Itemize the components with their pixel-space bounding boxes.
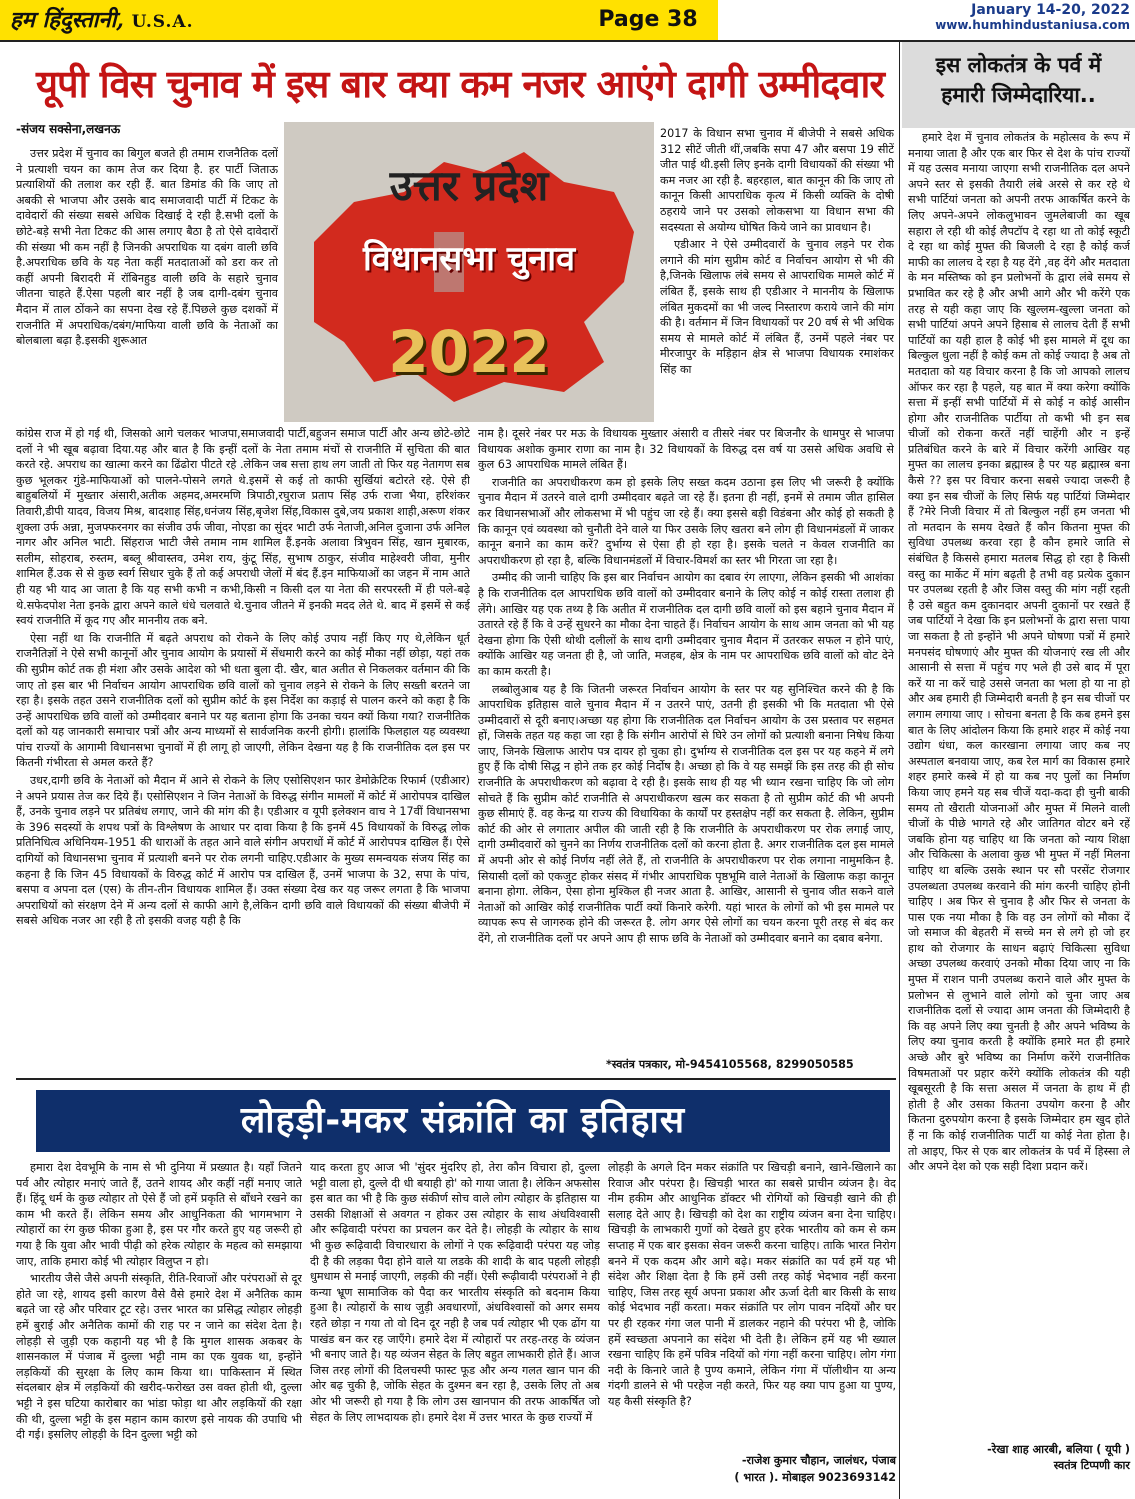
article2-signature <box>606 1452 896 1486</box>
article1-headline: यूपी विस चुनाव में इस बार क्या कम नजर आएंगे दागी उम्मीदवार <box>36 62 884 106</box>
article2-column-3 <box>608 1160 896 1450</box>
paragraph: कांग्रेस राज में हो गई थी, जिसको आगे चलकर भाजपा,समाजवादी पार्टी,बहुजन समाज पार्टी और अन्य छोटे-छोटे दलों ने भी खूब बढ़ावा दिया.यह और बात है कि इन्हीं दलों के नेता तमाम मंचों से राजनीति में सुचिता की बात करते रहे. अपराध का खात्मा करने का ढिंढोरा पीटते रहे .लेकिन जब सत्ता हाथ लग जाती तो फिर यह नेतागण सब कुछ भूलकर गुंडे-माफियाओं को पालने-पोसने लगते थे.इसमें से कई तो काफी सुर्खियां बटोरते रहे. ऐसे ही बाहुबलियों में मुख्तार अंसारी,अतीक अहमद,अमरमणि त्रिपाठी,रघुराज प्रताप सिंह उर्फ राजा भैया, हरिशंकर तिवारी,डीपी यादव, विजय मिश्र, बादशाह सिंह,धनंजय सिंह,बृजेश सिंह,विकास दुबे,जय प्रकाश शाही,अरूण शंकर शुक्ला उर्फ अन्ना, मुजफ्फरनगर का संजीव उर्फ जीवा, नोएडा का सुंदर भाटी उर्फ नेताजी,अनिल दुजाना उर्फ अनिल नागर और अनिल भाटी. सिंहराज भाटी जैसे तमाम नाम शामिल हैं.इनके अलावा त्रिभुवन सिंह, खान मुबारक, सलीम, सोहराब, रुस्तम, बब्लू श्रीवास्तव, उमेश राय, कुंटू सिंह, सुभाष ठाकुर, संजीव माहेश्वरी जीवा, मुनीर शामिल हैं.उक से से कुछ स्वर्ग सिधार चुके हैं तो कई अपराधी जेलों में बंद हैं.इन माफियाओं का जहन में नाम आते ही यह भी याद आ जाता है कि यह सभी कभी न कभी,किसी न किसी दल या नेता की सरपरस्ती में ही पले-बढ़े थे.सफेदपोश नेता इनके द्वारा अपने काले धंधे चलवाते थे.चुनाव जीतने में इनकी मदद लेते थे. बाद में इसमें से कई स्वयं राजनीति में कूद गए और माननीय तक बने. <box>16 427 470 628</box>
article2-contact: ( भारत ). मोबाइल 9023693142 <box>734 1471 896 1484</box>
paragraph: ऐसा नहीं था कि राजनीति में बढ़ते अपराध को रोकने के लिए कोई उपाय नहीं किए गए थे,लेकिन धूर्त राजनैतिज्ञों ने ऐसे सभी कानूनों और चुनाव आयोग के प्रयासों में सेंधमारी करने का कोई मौका नहीं छोड़ा, यहां तक की सुप्रीम कोर्ट तक ही मंशा और उसके आदेश को भी धता बुला दी. खैर, बात अतीत से निकलकर वर्तमान की कि जाए तो इस बार भी निर्वाचन आयोग आपराधिक छवि वालों को चुनाव लड़ने से रोकने के लिए सख्ती बरतने जा रहा है। इसके तहत उसने राजनीतिक दलों को सुप्रीम कोर्ट के इस निर्देश का कड़ाई से पालन करने को कहा है कि उन्हें आपराधिक छवि वालों को उम्मीदवार बनाने पर यह बताना होगा कि उनका चयन क्यों किया गया? राजनीतिक दलों को यह जानकारी समाचार पत्रों और अन्य माध्यमों से सार्वजनिक करनी होगी। हालांकि फिलहाल यह व्यवस्था पांच राज्यों के आगामी विधानसभा चुनावों में ही लागू हो जाएगी, लेकिन देखना यह है कि राजनीतिक दल इस पर कितनी गंभीरता से अमल करते हैं? <box>16 631 470 770</box>
sidebar-author-role: स्वतंत्र टिप्पणी कार <box>1053 1459 1130 1472</box>
poster-line2: विधानसभा चुनाव <box>363 239 575 279</box>
article1-byline: -संजय सक्सेना,लखनऊ <box>16 122 121 136</box>
sidebar-title-line1: इस लोकतंत्र के पर्व में <box>935 53 1102 77</box>
paragraph: उत्तर प्रदेश में चुनाव का बिगुल बजते ही तमाम राजनैतिक दलों ने प्रत्याशी चयन का काम तेज कर दिया है. हर पार्टी जिताऊ प्रत्याशियों की तलाश कर रही हैं. बात डिमांड की कि जाए तो अबकी से भाजपा और उसके बाद समाजवादी पार्टी में टिकट के दावेदारों की संख्या सबसे अधिक दिखाई दे रही है.सभी दलों के छोटे-बड़े सभी नेता टिकट की आस लगाए बैठा है तो ऐसे दावेदारों की संख्या भी कम नहीं है जिनकी अपराधिक या दबंग वाली छवि है.अपराधिक छवि के यह नेता कहीं मतदाताओं को डरा कर तो कहीं अपनी बिरादरी में रॉबिनहुड वाली छवि के सहारे चुनाव जीतना चाहते हैं.ऐसा पहली बार नहीं है जब दागी-दबंग चुनाव मैदान में ताल ठोंकने का सपना देख रहे हैं.पिछले कुछ दशकों में राजनीति में अपराधिक/दबंग/माफिया वाली छवि के नेताओं का बोलबाला बढ़ा है.इसकी शुरूआत <box>16 147 278 348</box>
article2-headline: लोहड़ी-मकर संक्रांति का इतिहास <box>240 1100 686 1141</box>
paragraph: हमारे देश में चुनाव लोकतंत्र के महोत्सव के रूप में मनाया जाता है और एक बार फिर से देश के पांच राज्यों में यह उत्सव मनाया जाएगा सभी राजनीतिक दल अपने अपने स्तर से इसकी तैयारी लंबे अरसे से कर रहे थे सभी पार्टियां जनता को अपनी तरफ आकर्षित करने के लिए अपने-अपने लोकलुभावन जुमलेबाजी का खूब सहारा ले रही थी कोई लैपटॉप दे रहा था तो कोई स्कूटी दे रहा था कोई मुफ्त की बिजली दे रहा है कोई कर्ज माफी का लालच दे रहा है यह देंगे ,वह देंगे और मतदाता के मन मस्तिष्क को इन प्रलोभनों के द्वारा लंबे समय से प्रभावित कर रहे है और अभी आगे और भी करेंगे एक तरह से यही कहा जाए कि खुल्लम-खुल्ला जनता को सभी पार्टियां अपने अपने हिसाब से लालच देती हैं सभी पार्टियों का यही हाल है कोई भी इस मामले में दूध का बिल्कुल धुला नहीं है कोई कम तो कोई ज्यादा है अब तो मतदाता को यह विचार करना है कि जो आपको लालच ऑफर कर रहा है पहले, यह बात में क्या करेगा क्योंकि सत्ता में इन्हीं सभी पार्टियों में से कोई न कोई आसीन होगा और राजनीतिक पार्टीया तो कभी भी इन सब चीजों को रोकना करतें नहीं चाहेंगी और न इन्हें प्रतिबंधित करने के बारे में विचार करेंगी आखिर यह मुफ्त का लालच इनका ब्रह्मास्त्र है पर यह ब्रह्मास्त्र बना कैसे ?? इस पर विचार करना सबसे ज्यादा जरूरी है क्या इन सब चीजों के लिए सिर्फ यह पार्टियां जिम्मेदार हैं ?मेरे निजी विचार में तो बिल्कुल नहीं हम जनता भी तो मतदान के समय देखते हैं कौन कितना मुफ्त की सुविधा उपलब्ध करवा रहा है कौन हमारे जाति से संबंधित है किससे हमारा मतलब सिद्ध हो रहा है किसी वस्तु का मार्केट में मांग बढ़ती है तभी वह प्रत्येक दुकान पर उपलब्ध रहती है और जिस वस्तु की मांग नहीं रहती है उसे बहुत कम दुकानदार अपनी दुकानों पर रखते हैं जब पार्टियों ने देखा कि इन प्रलोभनों के द्वारा सत्ता पाया जा सकता है तो इन्होंने भी अपने घोषणा पत्रों में हमारे मनपसंद घोषणाएं और मुफ्त की योजनाएं रख ली और आसानी से सत्ता में पहुंच गए भले ही उसे बाद में पूरा करें या ना करें चाहे उससे जनता का भला हो या ना हो और अब हमारी ही जिम्मेदारी बनती है इन सब चीजों पर लगाम लगाया जाए । सोचना बनता है कि कब हमने इस बात के लिए आंदोलन किया कि हमारे शहर में कोई नया उद्योग धंधा, कल कारखाना लगाया जाए कब नए अस्पताल बनवाया जाए, कब रेल मार्ग का विकास हमारे शहर हमारे कस्बे में हो या कब नए पुलों का निर्माण किया जाए हमने यह सब चीजें यदा-कदा ही चुनी बाकी समय तो खैराती योजनाओं और मुफ्त में मिलने वाली चीजों के पीछे भागते रहे और जातिगत वोटर बने रहें जबकि होना यह चाहिए था कि जनता को न्याय शिक्षा और चिकित्सा के अलावा कुछ भी मुफ्त में नहीं मिलना चाहिए था बल्कि उसके स्थान पर सौ परसेंट रोजगार उपलब्धता उपलब्ध करवाने की मांग करनी चाहिए होनी चाहिए । अब फिर से चुनाव है और फिर से जनता के पास एक नया मौका है कि वह उन लोगों को मौका दें जो समाज की बेहतरी में सच्चे मन से लगे हो जो हर हाथ को रोजगार के साधन बढ़ाएं चिकित्सा सुविधा अच्छा उपलब्ध करवाएं उनको मौका दिया जाए ना कि मुफ्त में राशन पानी उपलब्ध कराने वाले और मुफ्त के प्रलोभन से लुभाने वाले लोगो को चुना जाए अब राजनीतिक दलों से ज्यादा आम जनता की जिम्मेदारी है कि वह अपने लिए क्या चुनती है और अपने भविष्य के लिए क्या चुनाव करती है क्योंकि हमारे मत ही हमारे अच्छे और बुरे भविष्य का निर्माण करेंगे राजनीतिक विषमताओं पर प्रहार करेंगे क्योंकि लोकतंत्र की यही खूबसूरती है कि सत्ता असल में जनता के हाथ में ही होती है और उसका कितना उपयोग करना है और कितना दुरुपयोग करना है इसके जिम्मेदार हम खुद होते हैं ना कि कोई राजनीतिक पार्टी या कोई नेता होता है। तो आइए, फिर से एक बार लोकतंत्र के पर्व में हिस्सा ले और अपने देश को एक सही दिशा प्रदान करें। <box>908 131 1130 1174</box>
sidebar-headline <box>902 50 1135 110</box>
page-number: Page 38 <box>578 0 718 40</box>
website-url[interactable]: www.humhindustaniusa.com <box>935 18 1130 32</box>
article2-column-1 <box>16 1160 302 1498</box>
paragraph: राजनीति का अपराधीकरण कम हो इसके लिए सख्त कदम उठाना इस लिए भी जरूरी है क्योंकि चुनाव मैदान में उतरने वाले दागी उम्मीदवार बढ़ते जा रहे हैं। इतना ही नहीं, इनमें से तमाम जीत हासिल कर विधानसभाओं और लोकसभा में भी पहुंच जा रहे हैं। क्या इससे बड़ी विडंबना और कोई हो सकती है कि कानून एवं व्यवस्था को चुनौती देने वाले या फिर उसके लिए खतरा बने लोग ही विधानमंडलों में जाकर कानून बनाने का काम करें? दुर्भाग्य से ऐसा ही हो रहा है। इसके चलते न केवल राजनीति का अपराधीकरण हो रहा है, बल्कि विधानमंडलों में विचार-विमर्श का स्तर भी गिरता जा रहा है। <box>478 475 894 567</box>
article1-column-2 <box>16 426 470 1076</box>
paragraph: एडीआर ने ऐसे उम्मीदवारों के चुनाव लड़ने पर रोक लगाने की मांग सुप्रीम कोर्ट व निर्वाचन आयोग से भी की है,जिनके खिलाफ लंबे समय से आपराधिक मामले कोर्ट में लंबित हैं, इसके साथ ही एडीआर ने माननीय के खिलाफ लंबित मुकदमों का भी जल्द निस्तारण कराये जाने की मांग की है। वर्तमान में जिन विधायकों पर 20 वर्ष से भी अधिक समय से मामले कोर्ट में लंबित हैं, उनमें पहले नंबर पर मीरजापुर के मड़िहान क्षेत्र से भाजपा विधायक रमाशंकर सिंह का <box>660 238 894 376</box>
paragraph: लोहड़ी के अगले दिन मकर संक्रांति पर खिचड़ी बनाने, खाने-खिलाने का रिवाज और परंपरा है। खिचड़ी भारत का सबसे प्राचीन व्यंजन है। वेद नीम हकीम और आधुनिक डॉक्टर भी रोगियों को खिचड़ी खाने की ही सलाह देते आए है। खिचड़ी को देश का राष्ट्रीय व्यंजन बना देना चाहिए। खिचड़ी के लाभकारी गुणों को देखते हुए हरेक भारतीय को कम से कम सप्ताह में एक बार इसका सेवन जरूरी करना चाहिए। ताकि भारत निरोग बनने में एक कदम और आगे बढ़े। मकर संक्रांति का पर्व हमें यह भी संदेश और शिक्षा देता है कि हमें उसी तरह कोई भेदभाव नहीं करना चाहिए, जिस तरह सूर्य अपना प्रकाश और ऊर्जा देती बार किसी के साथ कोई भेदभाव नहीं करता। मकर संक्रांति पर लोग पावन नदियों और घर पर ही रहकर गंगा जल पानी में डालकर नहाने की परंपरा भी है, जोकि हमें स्वच्छता अपनाने का संदेश भी देती है। लेकिन हमें यह भी ख्याल रखना चाहिए कि हमें पवित्र नदियों को गंगा नहीं करना चाहिए। लोग गंगा नदी के किनारे जाते है पुण्य कमाने, लेकिन गंगा में पॉलीथीन या अन्य गंदगी डालने से भी परहेज नही करते, फिर यह क्या पाप हुआ या पुण्य, यह कैसी संस्कृति है? <box>608 1161 896 1408</box>
paragraph: उम्मीद की जानी चाहिए कि इस बार निर्वाचन आयोग का दबाव रंग लाएगा, लेकिन इसकी भी आशंका है कि राजनीतिक दल आपराधिक छवि वालों को उम्मीदवार बनाने के लिए कोई न कोई रास्ता तलाश ही लेंगे। आखिर यह एक तथ्य है कि अतीत में राजनीतिक दल दागी छवि वालों को इस बहाने चुनाव मैदान में उतारते रहे हैं कि वे उन्हें सुधरने का मौका देना चाहते हैं। निर्वाचन आयोग के साथ आम जनता को भी यह देखना होगा कि ऐसी थोथी दलीलों के साथ दागी उम्मीदवार चुनाव मैदान में उतरकर सफल न होने पाएं, क्योंकि आखिर यह जनता ही है, जो जाति, मजहब, क्षेत्र के नाम पर आपराधिक छवि वालों को वोट देने का काम करती है। <box>478 571 894 678</box>
article1-column-1 <box>16 146 278 422</box>
issue-date: January 14-20, 2022 <box>971 2 1130 18</box>
paragraph: हमारा देश देवभूमि के नाम से भी दुनिया में प्रख्यात है। यहाँ जितने पर्व और त्योहार मनाएं जाते हैं, उतने शायद और कहीं नहीं मनाए जाते हैं। हिंदू धर्म के कुछ त्योहार तो ऐसे हैं जो हमें प्रकृति से बाँधने रखने का काम भी करते हैं। लेकिन समय और आधुनिकता की भागमभाग ने त्योहारों का रंग कुछ फीका हुआ है, इस पर गौर करते हुए यह जरूरी हो गया है कि युवा और भावी पीढ़ी को हरेक त्योहार के महत्व को समझाया जाए, ताकि हमारा कोई भी त्योहार विलुप्त न हो। <box>16 1161 302 1268</box>
article1-signature: *स्वतंत्र पत्रकार, मो-9454105568, 8299050585 <box>606 1058 854 1071</box>
article2-column-2 <box>310 1160 600 1498</box>
article1-column-4 <box>478 426 894 1054</box>
paragraph: याद करता हुए आज भी 'सुंदर मुंदरिए हो, तेरा कौन विचारा हो, दुल्ला भट्टी वाला हो, दुल्ले दी धी बयाही हो' को गाया जाता है। लेकिन अफसोस इस बात का भी है कि कुछ संकीर्ण सोच वाले लोग त्योहार के इतिहास या उसकी शिक्षाओं से अवगत न होकर उस त्योहार के साथ अंधविश्वासी और रूढ़िवादी परंपरा का प्रचलन कर देते है। लोहड़ी के त्योहार के साथ भी कुछ रूढ़िवादी विचारधारा के लोगों ने एक रूढ़िवादी परंपरा यह जोड़ दी है की लड़का पैदा होने वाले या लडके की शादी के बाद पहली लोहड़ी धुमधाम से मनाई जाएगी, लड़की की नहीं। ऐसी रूढ़ीवादी परंपराओं ने ही कन्या भ्रूण सामाजिक को पैदा कर भारतीय संस्कृति को बदनाम किया हुआ है। त्योहारों के साथ जुड़ी अवधारणों, अंधविश्वासों को अगर समय रहते छोड़ा न गया तो वो दिन दूर नही है जब पर्व त्योहार भी एक ढोंग या पाखंड बन कर रह जाएँगे। हमारे देश में त्योहारों पर तरह-तरह के व्यंजन भी बनाए जाते है। यह व्यंजन सेहत के लिए बहुत लाभकारी होते हैं। आज जिस तरह लोगों की दिलचस्पी फास्ट फूड और अन्य गलत खान पान की ओर बढ़ चुकी है, जोकि सेहत के दुश्मन बन रहा है, उसके लिए तो अब ओर भी जरूरी हो गया है कि लोग उस खानपान की तरफ आकर्षित जो सेहत के लिए लाभदायक हो। हमारे देश में उत्तर भारत के कुछ राज्यों में <box>310 1161 600 1424</box>
sidebar-author: -रेखा शाह आरबी, बलिया ( यूपी ) <box>987 1443 1130 1456</box>
newspaper-name <box>10 4 194 34</box>
paragraph: उधर,दागी छवि के नेताओं को मैदान में आने से रोकने के लिए एसोसिएशन फार डेमोक्रेटिक रिफार्म (एडीआर) ने अपने प्रयास तेज कर दिये हैं। एसोसिएशन ने जिन नेताओं के विरुद्ध संगीन मामलों में कोर्ट में आरोपपत्र दाखिल हैं, उनके चुनाव लड़ने पर प्रतिबंध लगाए, जाने की मांग की है। एडीआर व यूपी इलेक्शन वाच ने 17वीं विधानसभा के 396 सदस्यों के शपथ पत्रों के विश्लेषण के आधार पर दावा किया है कि इनमें 45 विधायकों के विरुद्ध लोक प्रतिनिधित्व अधिनियम-1951 की धाराओं के तहत आने वाले संगीन अपराधों में कोर्ट में आरोपपत्र दाखिल हैं। ऐसे दागियों को विधानसभा चुनाव में प्रत्याशी बनने पर रोक लगनी चाहिए.एडीआर के मुख्य समन्वयक संजय सिंह का कहना है कि जिन 45 विधायकों के विरुद्ध कोर्ट में आरोप पत्र दाखिल हैं, उनमें भाजपा के 32, सपा के पांच, बसपा व अपना दल (एस) के तीन-तीन विधायक शामिल हैं। उक्त संख्या देख कर यह जरूर लगता है कि भाजपा अपराधियों को संरक्षण देने में अन्य दलों से काफी आगे है,लेकिन दागी छवि वाले विधायकों की संख्या बीजेपी में सबसे अधिक नजर आ रही है तो इसकी वजह यही है कि <box>16 774 470 928</box>
paragraph: लब्बोलुआब यह है कि जितनी जरूरत निर्वाचन आयोग के स्तर पर यह सुनिश्चित करने की है कि आपराधिक इतिहास वाले चुनाव मैदान में न उतरने पाएं, उतनी ही इसकी भी कि मतदाता भी ऐसे उम्मीदवारों से दूरी बनाए।अच्छा यह होगा कि राजनीतिक दल निर्वाचन आयोग के उस प्रस्ताव पर सहमत हों, जिसके तहत यह कहा जा रहा है कि संगीन आरोपों से घिरे उन लोगों को प्रत्याशी बनाना निषेध किया जाए, जिनके खिलाफ आरोप पत्र दायर हो चुका हो। दुर्भाग्य से राजनीतिक दल इस पर यह कहने में लगे हुए हैं कि दोषी सिद्ध न होने तक हर कोई निर्दोष है। अच्छा हो कि वे यह समझें कि इस तरह की ही सोच राजनीति के अपराधीकरण को बढ़ावा दे रही है। इसके साथ ही यह भी ध्यान रखना चाहिए कि जो लोग सोचते हैं कि सुप्रीम कोर्ट राजनीति से अपराधीकरण खत्म कर सकता है तो सुप्रीम कोर्ट की भी अपनी कुछ सीमाएं हैं. वह केन्द्र या राज्य की विधायिका के कार्यों पर हस्तक्षेप नहीं कर सकता है. लेकिन, सुप्रीम कोर्ट की ओर से लगातार अपील की जाती रही है कि राजनीति के अपराधीकरण पर रोक लगाई जाए, दागी उम्मीदवारों को चुनने का निर्णय राजनीतिक दलों को करना होता है. अगर राजनीतिक दल इस मामले में अपनी ओर से कोई निर्णय नहीं लेते हैं, तो राजनीति के अपराधीकरण पर रोक लगाना नामुमकिन है. सियासी दलों को एकजुट होकर संसद में गंभीर आपराधिक पृष्ठभूमि वाले नेताओं के खिलाफ कड़ा कानून बनाना होगा. लेकिन, ऐसा होना मुश्किल ही नजर आता है. आखिर, आसानी से चुनाव जीत सकने वाले नेताओं को आखिर कोई राजनीतिक पार्टी क्यों किनारे करेगी. यहां भारत के लोगों को भी इस मामले पर व्यापक रूप से जागरुक होने की जरूरत है. लोग अगर ऐसे लोगों का चयन करना पूरी तरह से बंद कर देंगे, तो राजनीतिक दलों पर अपने आप ही साफ छवि के नेताओं को उम्मीदवार बनाने का दबाव बनेगा. <box>478 682 894 945</box>
poster-year: 2022 <box>388 318 550 386</box>
sidebar-title-line2: हमारी जिम्मेदारिया.. <box>941 83 1096 107</box>
article2-author: -राजेश कुमार चौहान, जालंधर, पंजाब <box>741 1454 896 1467</box>
brand-text: हम हिंदुस्तानी, <box>10 7 124 33</box>
sidebar-byline <box>908 1442 1130 1474</box>
poster-line1: उत्तर प्रदेश <box>389 161 549 210</box>
article1-column-3-top <box>660 126 894 426</box>
paragraph: नाम है। दूसरे नंबर पर मऊ के विधायक मुख्तार अंसारी व तीसरे नंबर पर बिजनौर के धामपुर से भाजपा विधायक अशोक कुमार राणा का नाम है। 32 विधायकों के विरुद्ध दस वर्ष या उससे अधिक अवधि से कुल 63 आपराधिक मामले लंबित हैं। <box>478 427 894 472</box>
paragraph: भारतीय जैसे जैसे अपनी संस्कृति, रीति-रिवाजों और परंपराओं से दूर होते जा रहे, शायद इसी कारण वैसे वैसे हमारे देश में अनैतिक काम बढ़ते जा रहे और परिवार टूट रहे। उत्तर भारत का प्रसिद्ध त्योहार लोहड़ी हमें बुराई और अनैतिक कामों की राह पर न जाने का संदेश देता है। लोहड़ी से जुड़ी एक कहानी यह भी है कि मुगल शासक अकबर के शासनकाल में पंजाब में दुल्ला भट्टी नाम का एक युवक था, इन्होंने लड़कियों की सुरक्षा के लिए काम किया था। पाकिस्तान में स्थित संदलबार क्षेत्र में लड़कियों की खरीद-फरोख्त उस वक्त होती थी, दुल्ला भट्टी ने इस घटिया कारोबार का भांडा फोड़ा था और लड़कियों की रक्षा की थी, दुल्ला भट्टी के इस महान काम कारण इसे नायक की उपाधि भी दी गई। इसलिए लोहड़ी के दिन दुल्ला भट्टी को <box>16 1272 302 1442</box>
sidebar-body <box>908 130 1130 1410</box>
brand-country: U.S.A. <box>131 12 194 32</box>
election-poster-image <box>284 122 654 422</box>
sidebar-article <box>902 42 1135 1499</box>
section-divider <box>16 1078 896 1080</box>
paragraph: 2017 के विधान सभा चुनाव में बीजेपी ने सबसे अधिक 312 सीटें जीती थीं,जबकि सपा 47 और बसपा 19 सीटें जीत पाई थी.इसी लिए इनके दागी विधायकों की संख्या भी कम नजर आ रही है. बहरहाल, बात कानून की कि जाए तो कानून किसी आपराधिक कृत्य में किसी व्यक्ति के दोषी ठहराये जाने पर उसको लोकसभा या विधान सभा की सदस्यता से अयोग्य घोषित किये जाने का प्रावधान है। <box>660 127 894 234</box>
date-box <box>870 2 1130 32</box>
column-rule <box>899 42 900 1499</box>
